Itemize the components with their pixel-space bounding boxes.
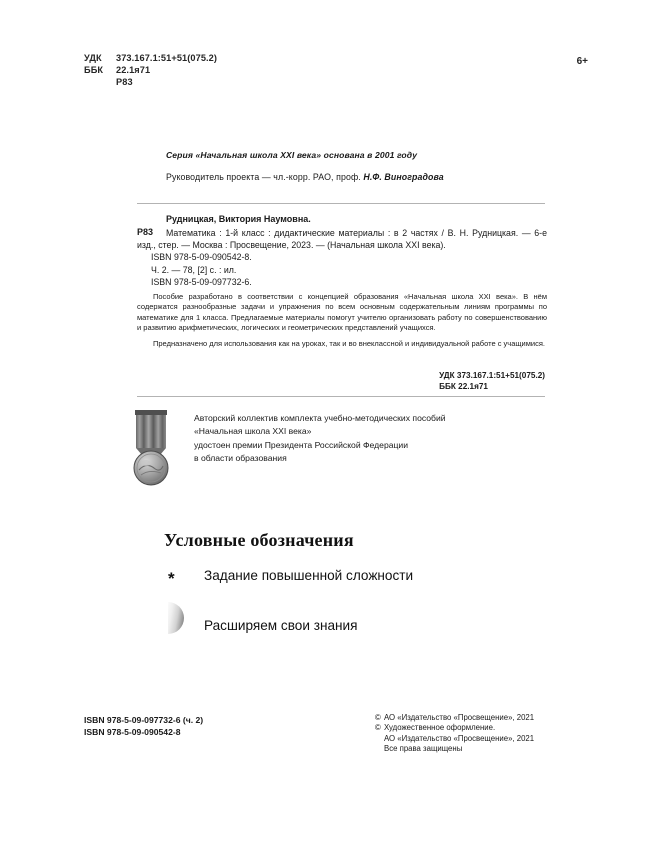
project-leader-prefix: Руководитель проекта — чл.-корр. РАО, проф. — [166, 172, 364, 182]
project-leader-line — [166, 172, 444, 182]
annotation-paragraph-1: Пособие разработано в соответствии с концепцией образования «Начальная школа XXI века». В нём содержатся разнообразные задачи и упражнения по всем основным содержательным линиям программы по математике для 1 класса. Предлагаемые материалы помогут учителю организовать работу по совершенствованию и развитию арифметических, логических и геометрических представлений учащихся. — [137, 291, 547, 333]
classification-block — [84, 52, 217, 89]
footer-isbn-block — [84, 714, 203, 738]
copyright-symbol-1: © — [375, 713, 381, 722]
copyright-row-1 — [375, 713, 534, 723]
series-founded-line: Серия «Начальная школа XXI века» основана в 2001 году — [166, 150, 418, 160]
project-leader-name: Н.Ф. Виноградова — [363, 172, 444, 182]
copyright-row-2 — [375, 723, 534, 733]
legend-item-expand-knowledge — [168, 602, 357, 634]
copyright-block — [375, 713, 534, 755]
bib-isbn-general: ISBN 978-5-09-090542-8. — [151, 252, 252, 263]
udk-label: УДК — [84, 53, 102, 63]
copyright-row-3: АО «Издательство «Просвещение», 2021 — [384, 733, 535, 743]
classification-repeat — [439, 371, 545, 392]
bib-signature: Р83 — [137, 226, 154, 237]
copyright-row-4: Все права защищены — [384, 744, 463, 754]
legend-item-advanced-task — [168, 566, 414, 588]
age-rating-mark: 6+ — [576, 56, 588, 67]
award-block — [130, 408, 446, 486]
legend-title: Условные обозначения — [164, 530, 354, 550]
half-disc-shape — [168, 602, 184, 634]
udk-repeat-line: УДК 373.167.1:51+51(075.2) — [439, 371, 545, 380]
bbk-label: ББК — [84, 65, 104, 76]
footer-isbn-general: ISBN 978-5-09-090542-8 — [84, 727, 181, 738]
bib-isbn-part: ISBN 978-5-09-097732-6. — [151, 277, 252, 288]
legend-label-advanced-task: Задание повышенной сложности — [204, 568, 414, 583]
copyright-symbol-2: © — [375, 723, 381, 733]
bbk-row — [84, 64, 217, 76]
bibliographic-record — [137, 214, 547, 350]
bbk-repeat-line: ББК 22.1я71 — [439, 381, 488, 391]
award-line-4: в области образования — [194, 453, 287, 464]
asterisk-icon: * — [168, 569, 175, 588]
author-sign: Р83 — [116, 77, 133, 88]
divider-bottom — [137, 396, 545, 397]
copyright-text-2: Художественное оформление. — [384, 723, 496, 733]
bib-description: Математика : 1-й класс : дидактические материалы : в 2 частях / В. Н. Рудницкая. — 6-е изд., стер. — Москва : Просвещение, 2023. — (Начальная школа XXI века). — [137, 227, 547, 250]
footer-isbn-part: ISBN 978-5-09-097732-6 (ч. 2) — [84, 715, 204, 725]
bib-body — [137, 227, 547, 289]
medal-icon — [130, 408, 172, 486]
bib-part-info: Ч. 2. — 78, [2] с. : ил. — [151, 264, 237, 275]
annotation — [137, 292, 547, 350]
udk-value: 373.167.1:51+51(075.2) — [116, 53, 218, 63]
udk-row — [84, 52, 217, 64]
award-text — [194, 412, 446, 466]
bbk-value: 22.1я71 — [116, 65, 151, 76]
annotation-paragraph-2: Предназначено для использования как на уроках, так и во внеклассной и индивидуальной работе с учащимися. — [153, 339, 545, 348]
bib-author: Рудницкая, Виктория Наумовна. — [166, 214, 311, 224]
copyright-text-1: АО «Издательство «Просвещение», 2021 — [384, 713, 535, 722]
award-line-1: Авторский коллектив комплекта учебно-методических пособий — [194, 413, 446, 423]
legend-label-expand-knowledge: Расширяем свои знания — [204, 617, 358, 633]
award-line-2: «Начальная школа XXI века» — [194, 426, 312, 437]
divider-top — [137, 203, 545, 204]
half-disc-icon — [168, 602, 198, 634]
award-line-3: удостоен премии Президента Российской Федерации — [194, 439, 409, 450]
